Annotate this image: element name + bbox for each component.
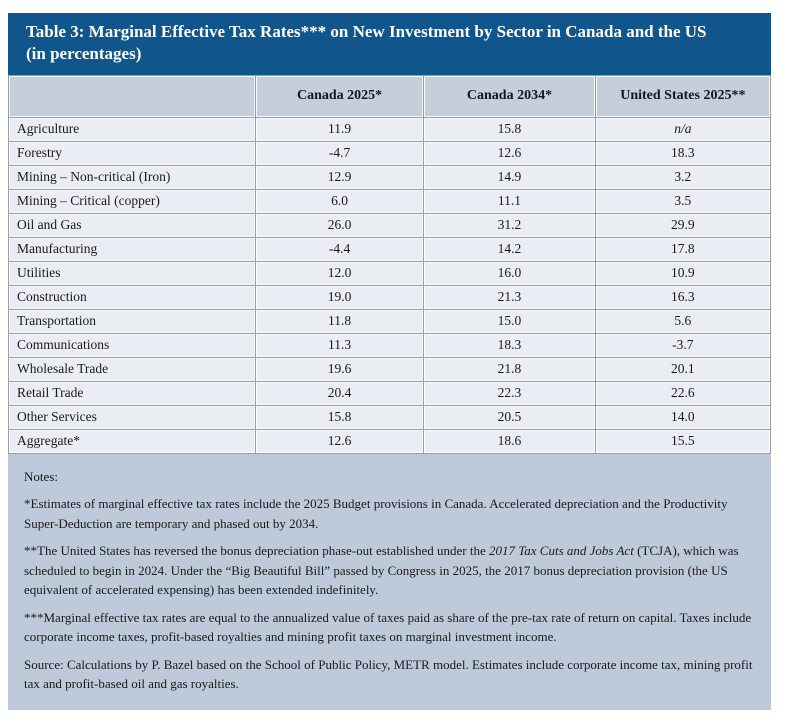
table-row <box>9 117 771 141</box>
value-cell: 3.5 <box>595 189 770 213</box>
value-cell: 19.0 <box>255 285 423 309</box>
value-cell: 21.3 <box>424 285 595 309</box>
value-cell: n/a <box>595 117 770 141</box>
value-cell: 20.4 <box>255 381 423 405</box>
value-cell: 12.0 <box>255 261 423 285</box>
notes-panel <box>8 454 771 710</box>
note-segment: (TCJA), which was scheduled to begin in 2024. Under the “Big Beautiful Bill” passed by Congress in 2025, the 2017 bonus depreciation provision (the US equivalent of accelerated expensing) has been extended indefinitely. <box>24 543 739 598</box>
value-cell: 15.0 <box>424 309 595 333</box>
metr-table <box>8 75 771 454</box>
table-row <box>9 165 771 189</box>
note-segment: *Estimates of marginal effective tax rates include the 2025 Budget provisions in Canada. Accelerated depreciation and the Productivity Super-Deduction are temporary and phased out by 2034. <box>24 496 728 531</box>
column-header-canada-2025: Canada 2025* <box>255 75 423 117</box>
column-header-canada-2034: Canada 2034* <box>424 75 595 117</box>
sector-label: Aggregate* <box>9 429 256 453</box>
value-cell: 14.0 <box>595 405 770 429</box>
value-cell: 11.8 <box>255 309 423 333</box>
sector-label: Oil and Gas <box>9 213 256 237</box>
value-cell: 31.2 <box>424 213 595 237</box>
value-cell: 20.5 <box>424 405 595 429</box>
table-row <box>9 237 771 261</box>
value-cell: 11.1 <box>424 189 595 213</box>
column-header-empty <box>9 75 256 117</box>
table-title-line1: Table 3: Marginal Effective Tax Rates*** on New Investment by Sector in Canada and the US <box>26 22 707 41</box>
sector-label: Wholesale Trade <box>9 357 256 381</box>
table-row <box>9 285 771 309</box>
sector-label: Other Services <box>9 405 256 429</box>
sector-label: Forestry <box>9 141 256 165</box>
value-cell: 22.3 <box>424 381 595 405</box>
value-cell: 21.8 <box>424 357 595 381</box>
note-paragraph <box>24 494 753 533</box>
note-segment: Source: Calculations by P. Bazel based on the School of Public Policy, METR model. Estimates include corporate income tax, mining profit tax and profit-based oil and gas royalties. <box>24 656 753 692</box>
value-cell: 14.9 <box>424 165 595 189</box>
table-row <box>9 141 771 165</box>
value-cell: 11.3 <box>255 333 423 357</box>
value-cell: 12.6 <box>255 429 423 453</box>
table-row <box>9 357 771 381</box>
value-cell: -4.7 <box>255 141 423 165</box>
table-title-bar <box>8 13 771 75</box>
value-cell: 29.9 <box>595 213 770 237</box>
sector-label: Utilities <box>9 261 256 285</box>
table-body <box>9 117 771 453</box>
table-row <box>9 405 771 429</box>
table-row <box>9 261 771 285</box>
sector-label: Transportation <box>9 309 256 333</box>
value-cell: 5.6 <box>595 309 770 333</box>
note-paragraph <box>24 541 753 600</box>
table-row <box>9 381 771 405</box>
value-cell: 18.3 <box>595 141 770 165</box>
table-title-line2: (in percentages) <box>26 44 142 64</box>
table-row <box>9 189 771 213</box>
sector-label: Mining – Non-critical (Iron) <box>9 165 256 189</box>
notes-heading: Notes: <box>24 468 58 484</box>
value-cell: 20.1 <box>595 357 770 381</box>
value-cell: 14.2 <box>424 237 595 261</box>
sector-label: Agriculture <box>9 117 256 141</box>
note-italic-segment: 2017 Tax Cuts and Jobs Act <box>488 543 634 559</box>
value-cell: 12.6 <box>424 141 595 165</box>
value-cell: 11.9 <box>255 117 423 141</box>
value-cell: 16.3 <box>595 285 770 309</box>
table-figure <box>8 13 771 710</box>
column-header-united-states-2025: United States 2025** <box>595 75 770 117</box>
value-cell: 6.0 <box>255 189 423 213</box>
value-cell: 16.0 <box>424 261 595 285</box>
table-row <box>9 429 771 453</box>
sector-label: Mining – Critical (copper) <box>9 189 256 213</box>
value-cell: -4.4 <box>255 237 423 261</box>
value-cell: 15.8 <box>424 117 595 141</box>
notes-paragraphs <box>24 494 753 694</box>
sector-label: Communications <box>9 333 256 357</box>
table-row <box>9 309 771 333</box>
sector-label: Construction <box>9 285 256 309</box>
value-cell: 10.9 <box>595 261 770 285</box>
value-cell: 18.6 <box>424 429 595 453</box>
value-cell: 18.3 <box>424 333 595 357</box>
table-row <box>9 333 771 357</box>
value-cell: 15.8 <box>255 405 423 429</box>
note-segment: **The United States has reversed the bonus depreciation phase-out established under the <box>24 543 489 559</box>
note-paragraph <box>24 608 753 647</box>
sector-label: Manufacturing <box>9 237 256 261</box>
sector-label: Retail Trade <box>9 381 256 405</box>
value-cell: 19.6 <box>255 357 423 381</box>
table-header-row <box>9 75 771 117</box>
value-cell: 15.5 <box>595 429 770 453</box>
note-segment: ***Marginal effective tax rates are equal to the annualized value of taxes paid as share of the pre-tax rate of return on capital. Taxes include corporate income taxes, profit-based royalties and mining profit taxes on marginal investment income. <box>24 609 752 645</box>
value-cell: 12.9 <box>255 165 423 189</box>
value-cell: 17.8 <box>595 237 770 261</box>
value-cell: 22.6 <box>595 381 770 405</box>
table-row <box>9 213 771 237</box>
value-cell: 26.0 <box>255 213 423 237</box>
note-paragraph <box>24 655 753 694</box>
value-cell: 3.2 <box>595 165 770 189</box>
value-cell: -3.7 <box>595 333 770 357</box>
